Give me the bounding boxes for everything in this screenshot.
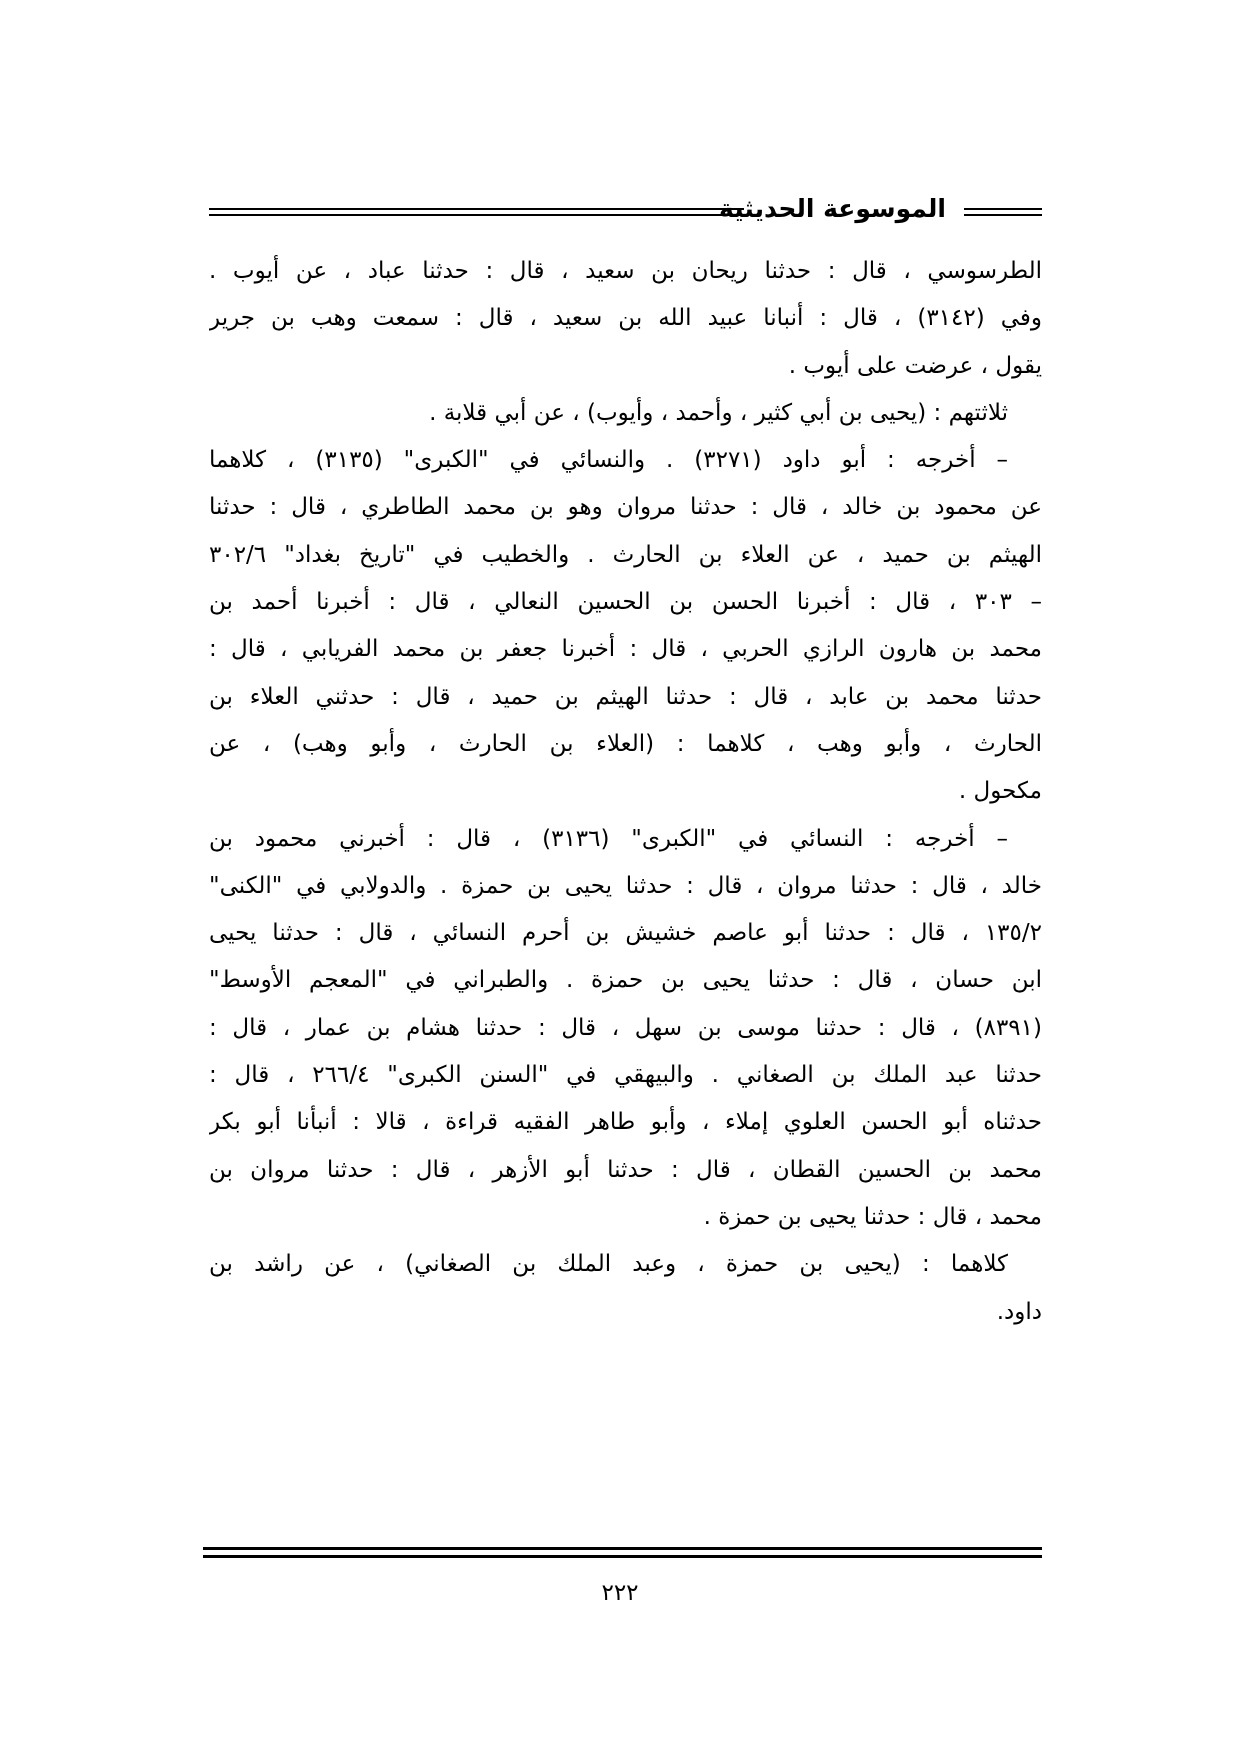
text-line: خالد ، قال : حدثنا مروان ، قال : حدثنا يحيى بن حمزة . والدولابي في "الكنى": [209, 872, 1042, 899]
text-line: محمد بن الحسين القطان ، قال : حدثنا أبو الأزهر ، قال : حدثنا مروان بن: [209, 1156, 1042, 1183]
header-rule-right: [964, 208, 1042, 210]
body-text: [209, 248, 1042, 1336]
text-line: مكحول .: [958, 778, 1042, 805]
text-line: يقول ، عرضت على أيوب .: [788, 352, 1042, 379]
text-line: (٨٣٩١) ، قال : حدثنا موسى بن سهل ، قال : حدثنا هشام بن عمار ، قال :: [209, 1014, 1042, 1041]
header-rule-left: [209, 208, 744, 210]
text-line: الطرسوسي ، قال : حدثنا ريحان بن سعيد ، قال : حدثنا عباد ، عن أيوب .: [209, 258, 1042, 284]
text-line: – ٣٠٣ ، قال : أخبرنا الحسن بن الحسين النعالي ، قال : أخبرنا أحمد بن: [209, 589, 1042, 616]
text-line: كلاهما : (يحيى بن حمزة ، وعبد الملك بن الصغاني) ، عن راشد بن: [209, 1251, 1008, 1278]
header-title: الموسوعة الحديثية: [719, 194, 946, 223]
page-number: ٢٢٢: [601, 1580, 639, 1606]
text-line: حدثناه أبو الحسن العلوي إملاء ، وأبو طاهر الفقيه قراءة ، قالا : أنبأنا أبو بكر: [209, 1109, 1042, 1136]
footer-rule: [203, 1547, 1042, 1550]
text-line: الهيثم بن حميد ، عن العلاء بن الحارث . والخطيب في "تاريخ بغداد" ٣٠٢/٦: [209, 541, 1042, 568]
text-line: محمد ، قال : حدثنا يحيى بن حمزة .: [703, 1203, 1042, 1230]
text-line: – أخرجه : النسائي في "الكبرى" (٣١٣٦) ، قال : أخبرني محمود بن: [209, 825, 1008, 852]
text-line: ثلاثتهم : (يحيى بن أبي كثير ، وأحمد ، وأيوب) ، عن أبي قلابة .: [429, 399, 1008, 426]
text-line: وفي (٣١٤٢) ، قال : أنبانا عبيد الله بن سعيد ، قال : سمعت وهب بن جرير: [209, 305, 1042, 332]
text-line: محمد بن هارون الرازي الحربي ، قال : أخبرنا جعفر بن محمد الفريابي ، قال :: [209, 636, 1042, 663]
text-line: – أخرجه : أبو داود (٣٢٧١) . والنسائي في "الكبرى" (٣١٣٥) ، كلاهما: [209, 447, 1008, 474]
text-line: ابن حسان ، قال : حدثنا يحيى بن حمزة . والطبراني في "المعجم الأوسط": [209, 967, 1042, 994]
text-line: ١٣٥/٢ ، قال : حدثنا أبو عاصم خشيش بن أحرم النسائي ، قال : حدثنا يحيى: [209, 920, 1042, 947]
text-line: حدثنا عبد الملك بن الصغاني . والبيهقي في "السنن الكبرى" ٢٦٦/٤ ، قال :: [209, 1062, 1042, 1089]
running-header: [209, 192, 1042, 232]
text-line: عن محمود بن خالد ، قال : حدثنا مروان وهو بن محمد الطاطري ، قال : حدثنا: [209, 494, 1042, 521]
text-line: الحارث ، وأبو وهب ، كلاهما : (العلاء بن الحارث ، وأبو وهب) ، عن: [209, 730, 1042, 757]
text-line: داود.: [996, 1298, 1042, 1325]
text-line: حدثنا محمد بن عابد ، قال : حدثنا الهيثم بن حميد ، قال : حدثني العلاء بن: [209, 683, 1042, 710]
